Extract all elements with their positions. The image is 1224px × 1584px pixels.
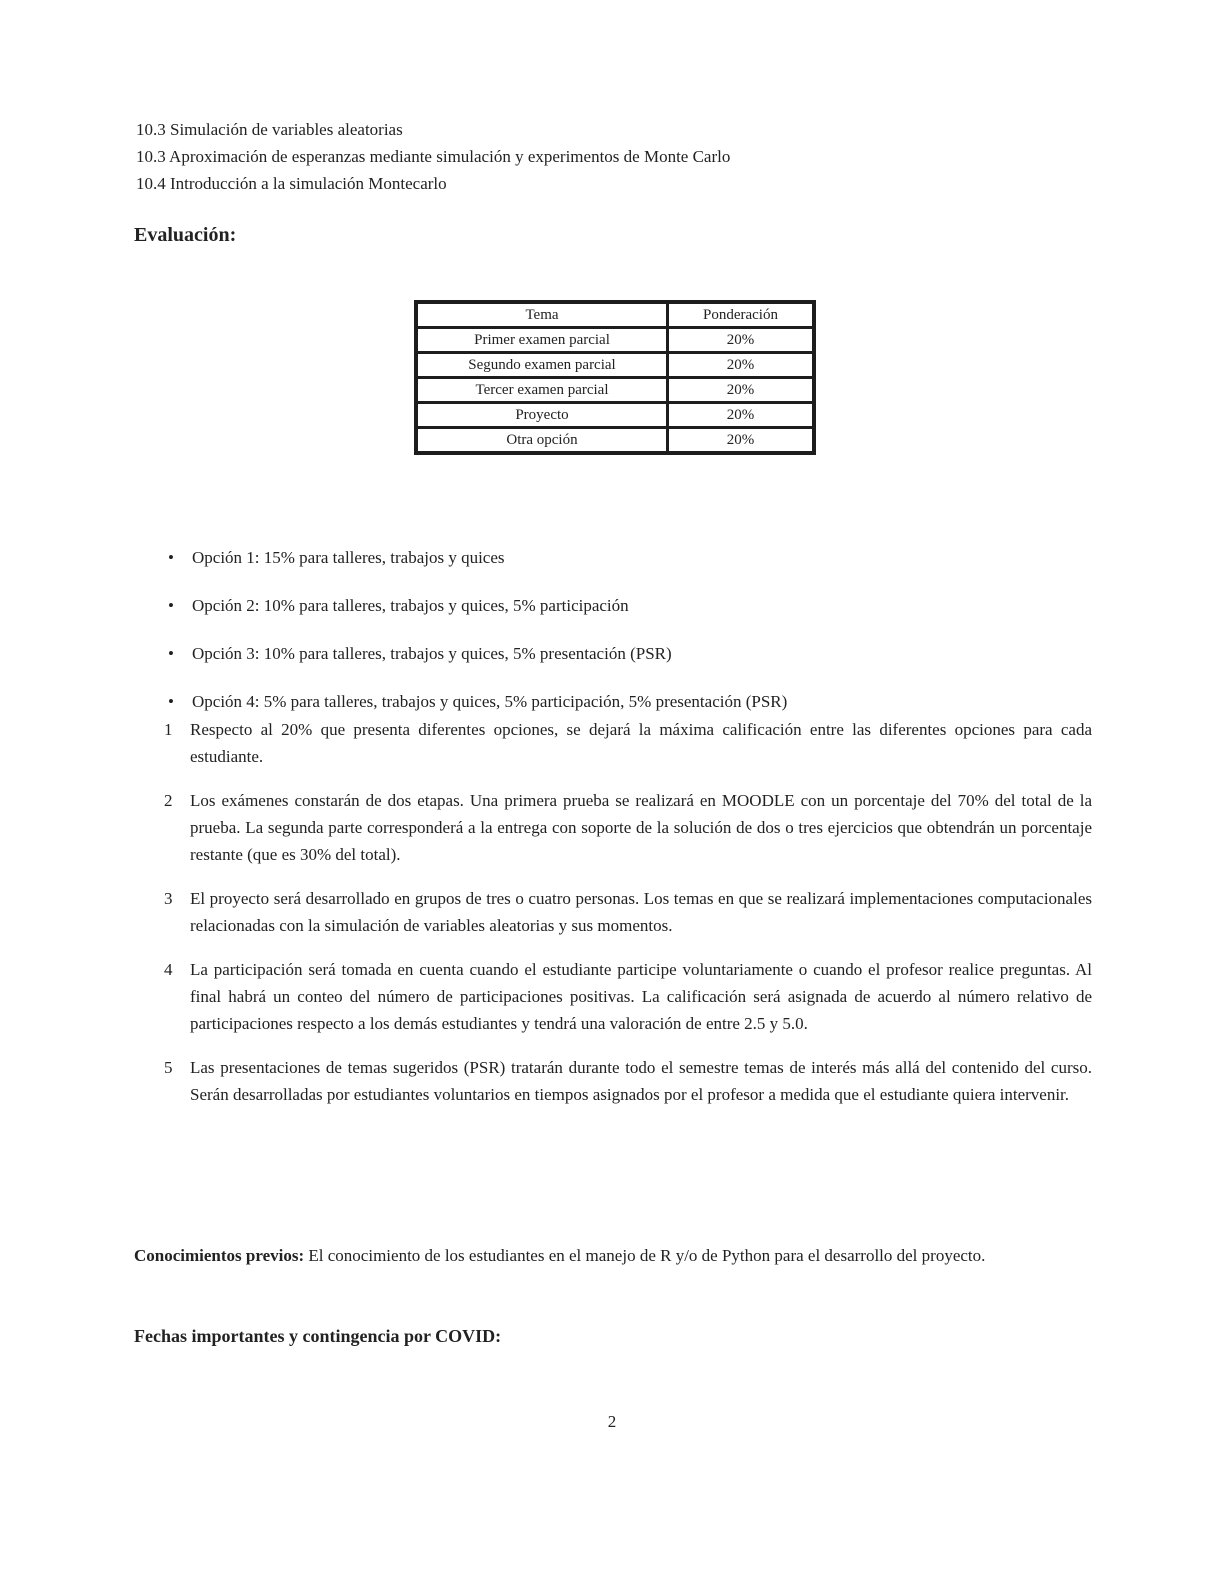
option-text: Opción 2: 10% para talleres, trabajos y quices, 5% participación (192, 596, 629, 615)
evaluation-table (414, 300, 816, 455)
dates-heading: Fechas importantes y contingencia por COVID: (134, 1326, 502, 1346)
table-cell-weight: 20% (668, 328, 815, 353)
note-number: 4 (164, 960, 173, 979)
column-header-topic: Tema (416, 302, 668, 328)
list-item (160, 716, 1092, 770)
table-cell-topic: Tercer examen parcial (416, 378, 668, 403)
note-number: 1 (164, 720, 173, 739)
note-text: Respecto al 20% que presenta diferentes opciones, se dejará la máxima calificación entre las diferentes opciones para cada estudiante. (190, 720, 1092, 766)
note-number: 5 (164, 1058, 173, 1077)
option-text: Opción 4: 5% para talleres, trabajos y quices, 5% participación, 5% presentación (PSR) (192, 692, 788, 711)
topic-line: 10.3 Aproximación de esperanzas mediante simulación y experimentos de Monte Carlo (136, 147, 731, 166)
page-number: 2 (607, 1412, 617, 1431)
bullet-icon: • (168, 692, 174, 711)
table-row (416, 328, 814, 353)
option-text: Opción 1: 15% para talleres, trabajos y quices (192, 548, 505, 567)
bullet-icon: • (168, 548, 174, 567)
table-row (416, 428, 814, 454)
column-header-weight: Ponderación (668, 302, 815, 328)
prerequisites-text: El conocimiento de los estudiantes en el manejo de R y/o de Python para el desarrollo del proyecto. (304, 1246, 986, 1265)
table-cell-weight: 20% (668, 353, 815, 378)
prerequisites-label: Conocimientos previos: (134, 1246, 305, 1265)
note-number: 3 (164, 889, 173, 908)
list-item (160, 956, 1092, 1037)
table-cell-weight: 20% (668, 428, 815, 454)
table-cell-topic: Otra opción (416, 428, 668, 454)
table-cell-topic: Segundo examen parcial (416, 353, 668, 378)
syllabus-topic-list (136, 116, 730, 197)
list-item (160, 787, 1092, 868)
note-text: El proyecto será desarrollado en grupos de tres o cuatro personas. Los temas en que se realizará implementaciones computacionales relacionadas con la simulación de variables aleatorias y sus momentos. (190, 889, 1092, 935)
topic-line: 10.4 Introducción a la simulación Montecarlo (136, 174, 447, 193)
bullet-icon: • (168, 596, 174, 615)
table-row (416, 378, 814, 403)
note-text: Los exámenes constarán de dos etapas. Una primera prueba se realizará en MOODLE con un porcentaje del 70% del total de la prueba. La segunda parte corresponderá a la entrega con soporte de la solución de dos o tres ejercicios que obtendrán un porcentaje restante (que es 30% del total). (190, 791, 1092, 864)
note-text: Las presentaciones de temas sugeridos (PSR) tratarán durante todo el semestre temas de interés más allá del contenido del curso. Serán desarrolladas por estudiantes voluntarios en tiempos asignados por el profesor a medida que el estudiante quiera intervenir. (190, 1058, 1092, 1104)
bullet-icon: • (168, 644, 174, 663)
topic-line: 10.3 Simulación de variables aleatorias (136, 120, 403, 139)
table-row (416, 353, 814, 378)
list-item (160, 1054, 1092, 1108)
table-cell-topic: Primer examen parcial (416, 328, 668, 353)
prerequisites-paragraph (134, 1242, 1092, 1269)
table-row (416, 403, 814, 428)
list-item (160, 540, 1060, 588)
evaluation-heading: Evaluación: (134, 224, 237, 246)
table-cell-weight: 20% (668, 403, 815, 428)
list-item (160, 885, 1092, 939)
list-item (160, 588, 1060, 636)
table-cell-weight: 20% (668, 378, 815, 403)
option-text: Opción 3: 10% para talleres, trabajos y quices, 5% presentación (PSR) (192, 644, 672, 663)
list-item (160, 636, 1060, 684)
note-number: 2 (164, 791, 173, 810)
table-header-row (416, 302, 814, 328)
table-cell-topic: Proyecto (416, 403, 668, 428)
evaluation-notes-list (160, 716, 1092, 1125)
note-text: La participación será tomada en cuenta cuando el estudiante participe voluntariamente o cuando el profesor realice preguntas. Al final habrá un conteo del número de participaciones positivas. La calificación será asignada de acuerdo al número relativo de participaciones respecto a los demás estudiantes y tendrá una valoración de entre 2.5 y 5.0. (190, 960, 1092, 1033)
grading-options-list (160, 540, 1060, 732)
